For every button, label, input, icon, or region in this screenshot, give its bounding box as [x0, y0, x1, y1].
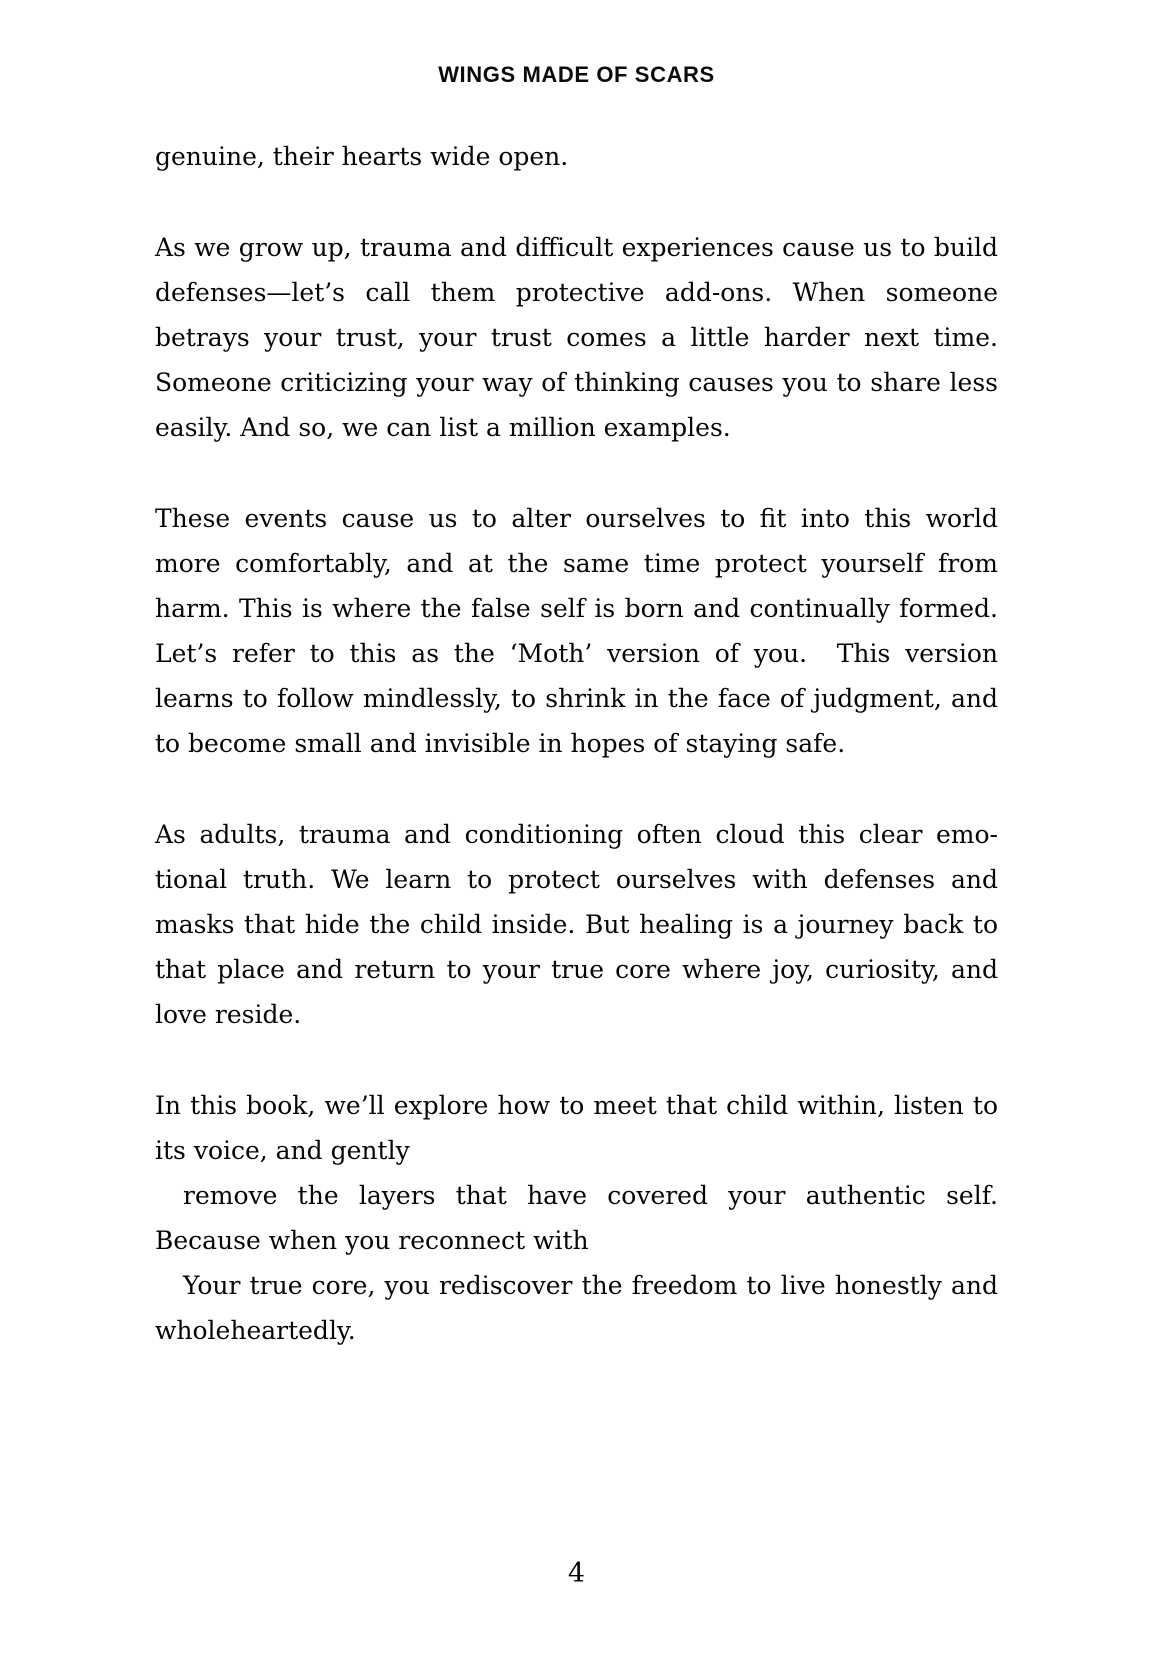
body-paragraph: As we grow up, trauma and difficult experiences cause us to build defenses—let’s call them protective add-ons. When someone betrays your trust, your trust comes a little harder next time. Someone criticizing your way of thinking causes you to share less easily. And so, we can list a million examples.	[155, 233, 998, 442]
body-paragraph-indented: Your true core, you rediscover the freedom to live honestly and wholeheartedly.	[155, 1271, 998, 1345]
body-paragraph: genuine, their hearts wide open.	[155, 142, 569, 171]
body-paragraph: These events cause us to alter ourselves to fit into this world more comfortably, and at the same time protect yourself from harm. This is where the false self is born and continually formed. Let’s refer to this as the ‘Moth’ version of you. This version learns to follow mindlessly, to shrink in the face of judgment, and to become small and invisible in hopes of staying safe.	[155, 504, 998, 758]
running-header-title: WINGS MADE OF SCARS	[438, 62, 715, 87]
body-paragraph: As adults, trauma and conditioning often cloud this clear emotional truth. We learn to protect ourselves with defenses and masks that hide the child inside. But healing is a journey back to that place and return to your true core where joy, curiosity, and love reside.	[155, 820, 998, 1029]
text-column	[155, 0, 998, 1353]
body-paragraph: In this book, we’ll explore how to meet that child within, listen to its voice, and gently	[155, 1091, 998, 1165]
body-paragraph-indented: remove the layers that have covered your authentic self. Because when you reconnect with	[155, 1181, 998, 1255]
body-text-block	[155, 134, 998, 1353]
page-number: 4	[567, 1558, 586, 1589]
